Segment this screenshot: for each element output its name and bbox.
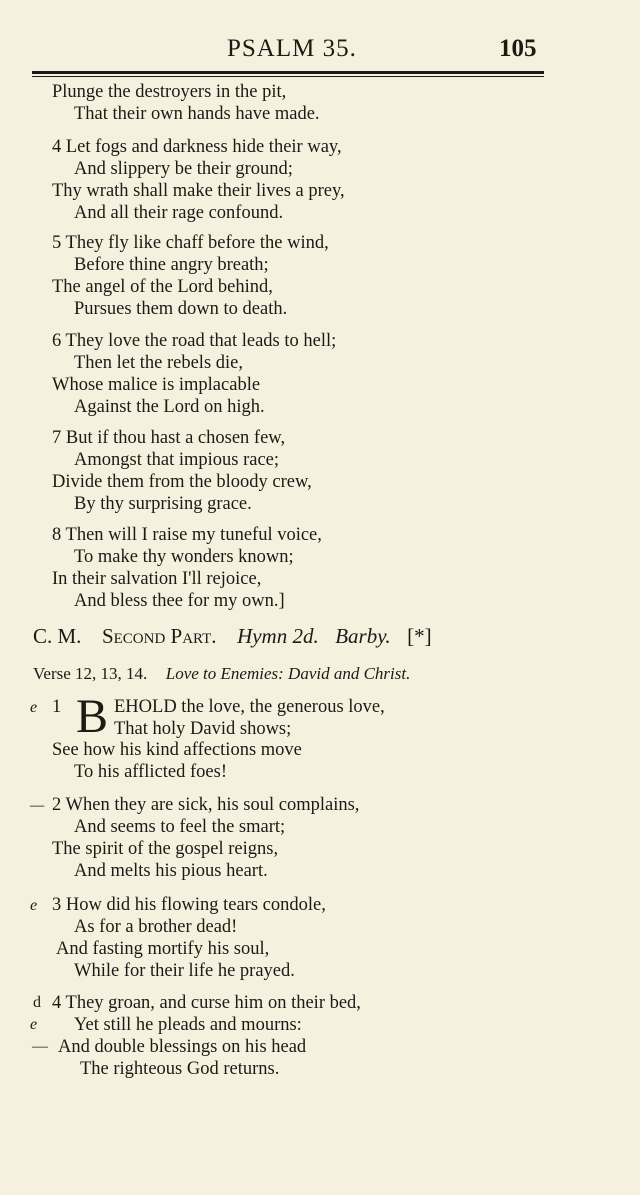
verse-line: The angel of the Lord behind, [52, 277, 273, 297]
verse-line: 3 How did his flowing tears condole, [52, 895, 326, 915]
verse-line: Amongst that impious race; [74, 450, 280, 470]
dynamics-mark: e [30, 699, 38, 716]
verse-line: And bless thee for my own.] [74, 591, 285, 611]
verse-line: To make thy wonders known; [74, 547, 294, 567]
verse-line: As for a brother dead! [74, 917, 238, 937]
stanza-number: 1 [52, 697, 62, 717]
verse-line: Pursues them down to death. [74, 299, 288, 319]
marker-label: [*] [407, 624, 432, 648]
tune-label: Barby. [335, 624, 391, 648]
verse-line: And melts his pious heart. [74, 861, 268, 881]
header-rule-thick [32, 71, 544, 74]
hymn-heading [33, 624, 432, 649]
verse-line: Against the Lord on high. [74, 397, 265, 417]
verse-line: That holy David shows; [114, 719, 292, 739]
dynamics-mark: e [30, 1016, 38, 1033]
verse-line: Plunge the destroyers in the pit, [52, 82, 287, 102]
dynamics-mark: e [30, 897, 38, 914]
verse-line: By thy surprising grace. [74, 494, 252, 514]
header-rule-thin [32, 76, 544, 77]
verse-reference [33, 664, 410, 684]
verse-line: The righteous God returns. [80, 1059, 280, 1079]
verse-line: 8 Then will I raise my tuneful voice, [52, 525, 322, 545]
verse-line: EHOLD the love, the generous love, [114, 697, 385, 717]
verse-line: And fasting mortify his soul, [56, 939, 270, 959]
verse-line: And slippery be their ground; [74, 159, 293, 179]
subject-label: Love to Enemies: David and Christ. [165, 664, 411, 683]
part-label: Second Part. [101, 624, 217, 648]
verse-line: Whose malice is implacable [52, 375, 261, 395]
verse-line: Divide them from the bloody crew, [52, 472, 312, 492]
verse-line: And double blessings on his head [58, 1037, 307, 1057]
verse-line: 2 When they are sick, his soul complains, [52, 795, 360, 815]
verse-line: 5 They fly like chaff before the wind, [52, 233, 329, 253]
verse-line: 7 But if thou hast a chosen few, [52, 428, 286, 448]
hymn-label: Hymn 2d. [237, 624, 319, 648]
verse-line: Thy wrath shall make their lives a prey, [52, 181, 345, 201]
verse-line: To his afflicted foes! [74, 762, 227, 782]
verse-line: 4 Let fogs and darkness hide their way, [52, 137, 342, 157]
verse-line: The spirit of the gospel reigns, [52, 839, 279, 859]
dynamics-mark: — [30, 797, 45, 814]
drop-cap: B [76, 690, 109, 743]
verse-label: Verse 12, 13, 14. [33, 664, 148, 683]
page-title: PSALM 35. [227, 35, 357, 62]
verse-line: Before thine angry breath; [74, 255, 269, 275]
verse-line: Yet still he pleads and mourns: [74, 1015, 302, 1035]
verse-line: 6 They love the road that leads to hell; [52, 331, 337, 351]
meter-label: C. M. [33, 624, 82, 648]
verse-line: And all their rage confound. [74, 203, 284, 223]
verse-line: And seems to feel the smart; [74, 817, 286, 837]
dynamics-mark: d [33, 994, 41, 1011]
verse-line: 4 They groan, and curse him on their bed, [52, 993, 361, 1013]
verse-line: In their salvation I'll rejoice, [52, 569, 262, 589]
verse-line: That their own hands have made. [74, 104, 320, 124]
page-number: 105 [499, 35, 537, 62]
verse-line: See how his kind affections move [52, 740, 302, 760]
dynamics-mark: — [32, 1038, 48, 1055]
verse-line: While for their life he prayed. [74, 961, 295, 981]
verse-line: Then let the rebels die, [74, 353, 244, 373]
